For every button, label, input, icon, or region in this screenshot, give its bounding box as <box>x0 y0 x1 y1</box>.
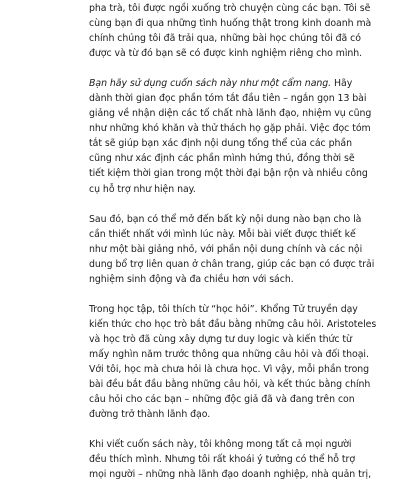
text-line: chính chúng tôi đã trải qua, những bài học chúng tôi đã có <box>89 33 361 45</box>
paragraph-gap <box>89 287 313 302</box>
text-line: Khi viết cuốn sách này, tôi không mong tất cả mọi người <box>89 439 352 451</box>
text-line: Trong học tập, tôi thích từ “học hỏi”. Khổng Tử truyền dạy <box>89 303 358 315</box>
text-line: mấy nghìn năm trước thông qua những câu hỏi và đối thoại. <box>89 348 369 360</box>
paragraph-5 <box>89 437 372 482</box>
paragraph-4 <box>89 302 377 422</box>
text-line: cũng như xác định các phần mình hứng thú, đồng thời sẽ <box>89 153 355 165</box>
text-line: cần thiết nhất với mình lúc này. Mỗi bài viết được thiết kế <box>89 228 356 240</box>
text-line: và học trò đã cùng xây dựng tư duy logic và kiến thức từ <box>89 333 352 345</box>
paragraph-gap <box>89 197 313 212</box>
text-line: như những khó khăn và thử thách họ gặp phải. Việc đọc tóm <box>89 123 371 135</box>
text-line: Sau đó, bạn có thể mở đến bất kỳ nội dung nào bạn cho là <box>89 213 362 225</box>
text-line <box>89 76 353 91</box>
text-line: cùng bạn đi qua những tình huống thật trong kinh doanh mà <box>89 18 372 30</box>
paragraph-gap <box>89 61 313 76</box>
paragraph-2 <box>89 76 372 196</box>
paragraph-3 <box>89 212 375 287</box>
text-line: giảng về nhận diện các tố chất nhà lãnh đạo, nhiệm vụ cũng <box>89 108 372 120</box>
text-column <box>89 1 377 482</box>
text-line: Với tôi, học mà chưa hỏi là chưa học. Vì vậy, mỗi phần trong <box>89 363 370 375</box>
text-line: tắt sẽ giúp bạn xác định nội dung tổng thể của các phần <box>89 138 352 150</box>
paragraph-1 <box>89 1 372 61</box>
text-line: câu hỏi cho các bạn – những độc giả đã và đang trên con <box>89 394 355 406</box>
text-line: pha trà, tôi được ngồi xuống trò chuyện cùng các bạn. Tôi sẽ <box>89 3 371 14</box>
text-line: bài đều bắt đầu bằng những câu hỏi, và kết thúc bằng chính <box>89 379 371 391</box>
text-line: cụ hỗ trợ như hiện nay. <box>89 183 196 195</box>
text-line: mọi người – những nhà lãnh đạo doanh nghiệp, nhà quản trị, <box>89 469 372 481</box>
text-line: đường trở thành lãnh đạo. <box>89 409 211 421</box>
text-line: đều thích mình. Nhưng tôi rất khoái ý tưởng có thể hỗ trợ <box>89 454 356 466</box>
text-line: nghiệm sinh động và đa chiều hơn với sách. <box>89 273 294 285</box>
paragraph-gap <box>89 422 313 437</box>
text-line-rest: Hãy <box>331 78 353 90</box>
text-line: tiết kiệm thời gian trong một thời đại bận rộn và nhiều công <box>89 168 368 180</box>
text-line: như một bài giảng nhỏ, với phần nội dung chính và các nội <box>89 243 363 255</box>
text-line: dành thời gian đọc phần tóm tắt đầu tiên – ngắn gọn 13 bài <box>89 93 367 105</box>
text-line: kiến thức cho học trò bắt đầu bằng những câu hỏi. Aristoteles <box>89 318 377 330</box>
text-line: được và từ đó bạn sẽ có được kinh nghiệm riêng cho mình. <box>89 48 363 60</box>
italic-lead-text: Bạn hãy sử dụng cuốn sách này như một cẩm nang. <box>89 78 332 90</box>
text-line: dung bổ trợ liên quan ở chân trang, giúp các bạn có được trải <box>89 258 375 270</box>
